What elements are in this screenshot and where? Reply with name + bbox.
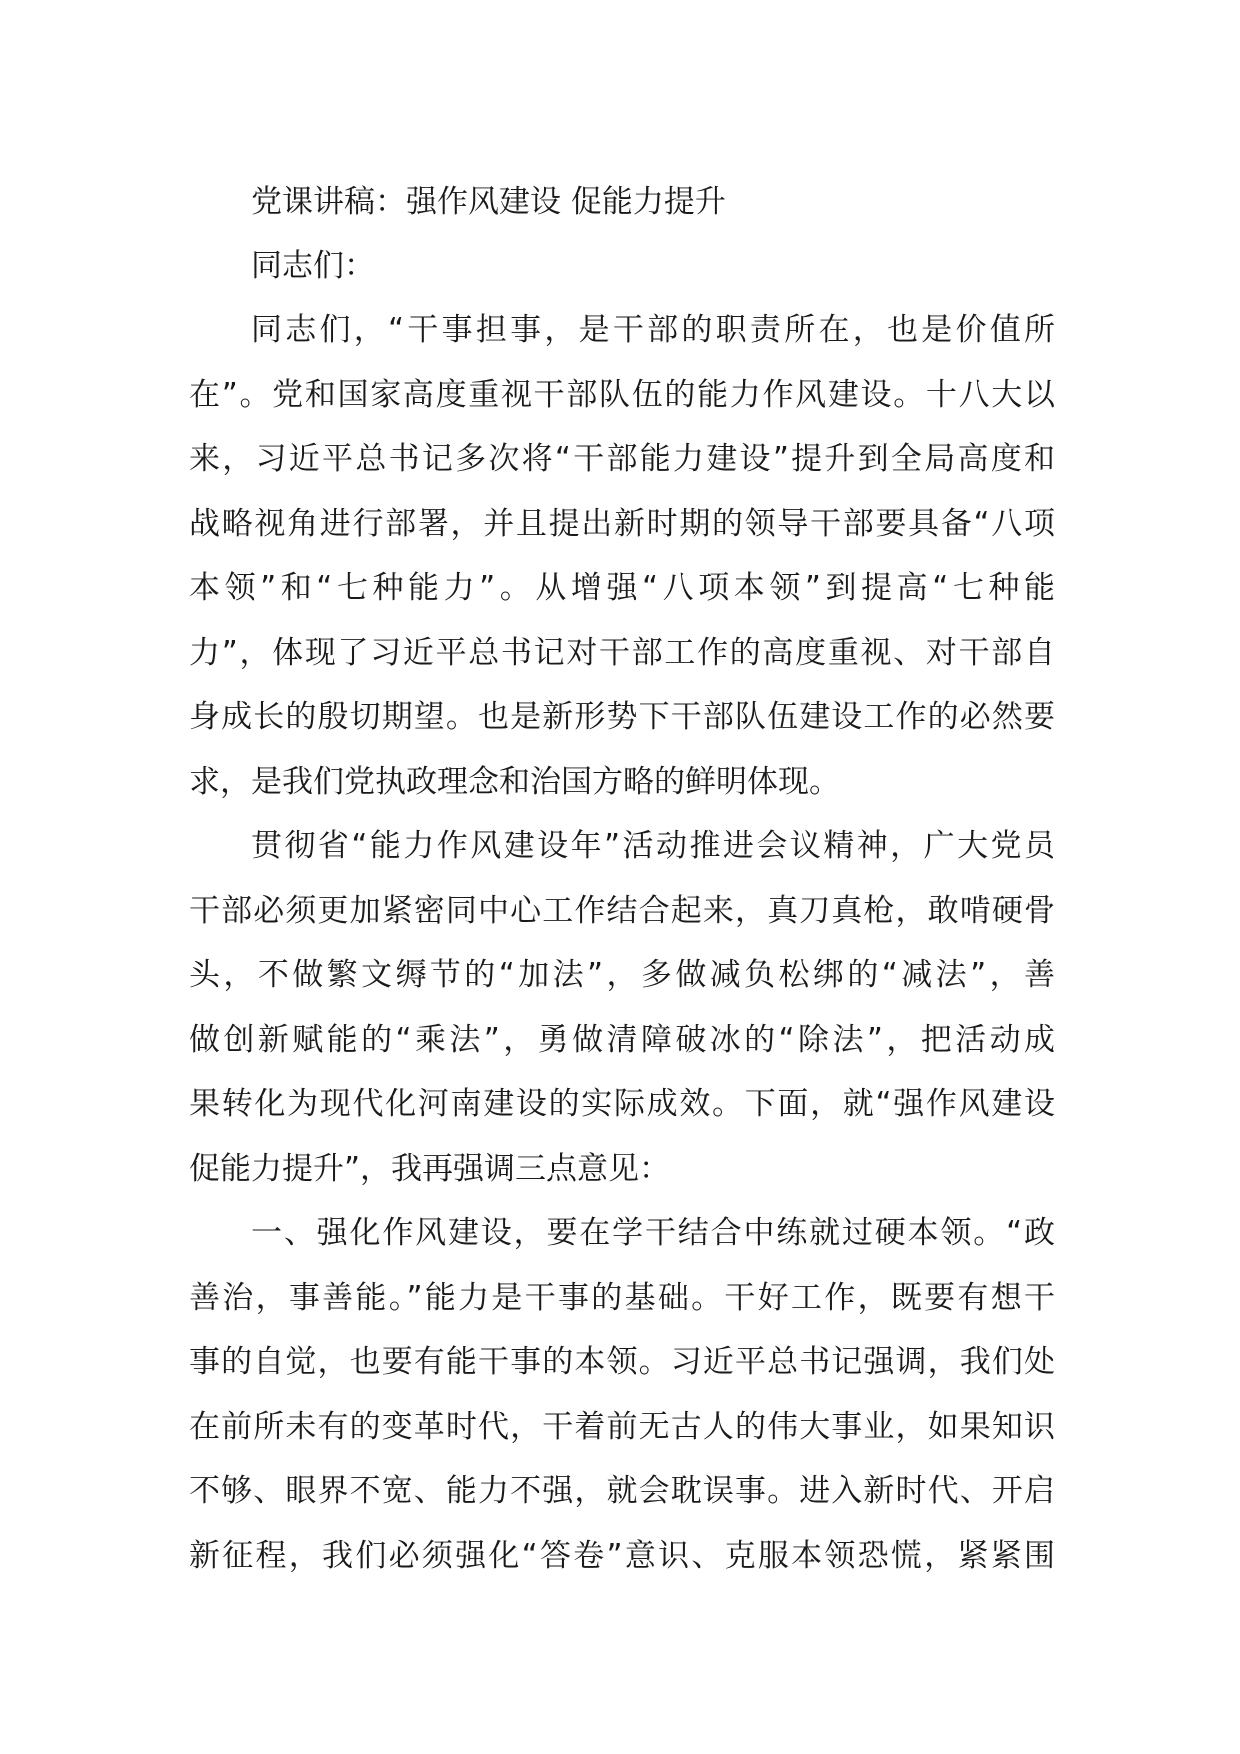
document-page: [189, 170, 1055, 1588]
text-line: 事的自觉，也要有能干事的本领。习近平总书记强调，我们处: [189, 1344, 1055, 1380]
text-line: 贯彻省“能力作风建设年”活动推进会议精神，广大党员: [251, 828, 1055, 864]
document-title: 党课讲稿：强作风建设 促能力提升: [251, 184, 726, 220]
text-line: 力”，体现了习近平总书记对干部工作的高度重视、对干部自: [189, 634, 1055, 671]
text-line: 本领”和“七种能力”。从增强“八项本领”到提高“七种能: [189, 570, 1055, 606]
text-line: 求，是我们党执政理念和治国方略的鲜明体现。: [189, 763, 840, 800]
text-line: 不够、眼界不宽、能力不强，就会耽误事。进入新时代、开启: [189, 1473, 1055, 1509]
paragraph-2: [189, 814, 1055, 1201]
text-line: 做创新赋能的“乘法”，勇做清障破冰的“除法”，把活动成: [189, 1021, 1055, 1058]
text-line: 善治，事善能。”能力是干事的基础。干好工作，既要有想干: [189, 1279, 1055, 1316]
salutation: 同志们：: [251, 248, 375, 284]
text-line: 新征程，我们必须强化“答卷”意识、克服本领恐慌，紧紧围: [189, 1537, 1055, 1574]
text-line: 来，习近平总书记多次将“干部能力建设”提升到全局高度和: [189, 441, 1055, 477]
text-line: 干部必须更加紧密同中心工作结合起来，真刀真枪，敢啃硬骨: [189, 892, 1055, 929]
text-line: 一、强化作风建设，要在学干结合中练就过硬本领。“政: [251, 1215, 1055, 1251]
text-line: 同志们，“干事担事，是干部的职责所在，也是价值所: [251, 312, 1055, 348]
text-line: 头，不做繁文缛节的“加法”，多做减负松绑的“减法”，善: [189, 957, 1055, 993]
paragraph-3: [189, 1201, 1055, 1588]
text-line: 促能力提升”，我再强调三点意见：: [189, 1150, 671, 1187]
text-line: 身成长的殷切期望。也是新形势下干部队伍建设工作的必然要: [189, 699, 1055, 735]
text-line: 在”。党和国家高度重视干部队伍的能力作风建设。十八大以: [189, 376, 1055, 413]
paragraph-1: [189, 298, 1055, 814]
text-line: 在前所未有的变革时代，干着前无古人的伟大事业，如果知识: [189, 1408, 1055, 1445]
text-line: 果转化为现代化河南建设的实际成效。下面，就“强作风建设: [189, 1086, 1055, 1122]
text-line: 战略视角进行部署，并且提出新时期的领导干部要具备“八项: [189, 505, 1055, 542]
